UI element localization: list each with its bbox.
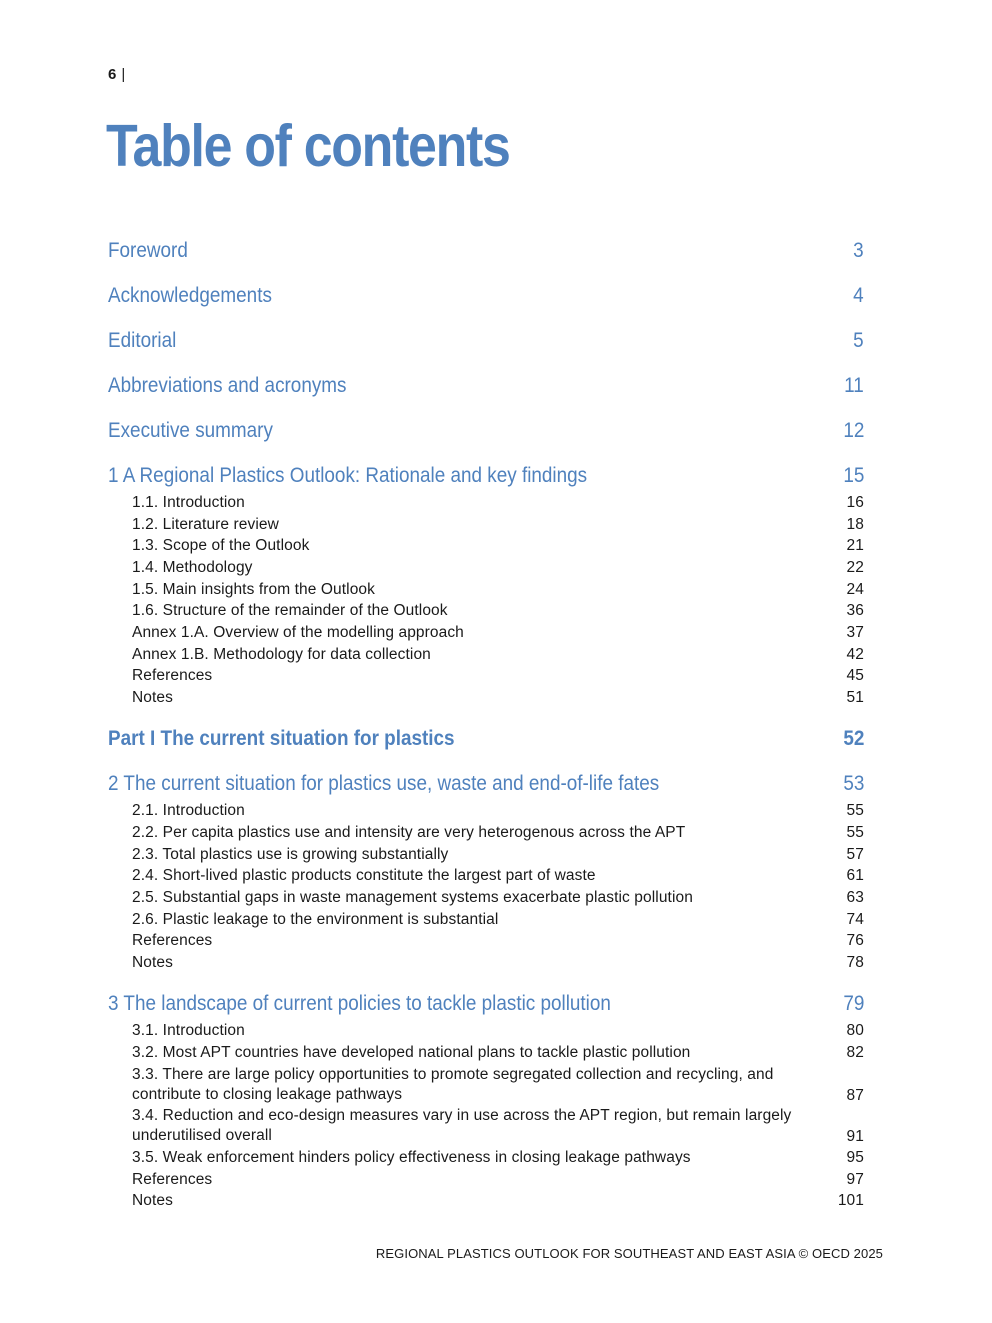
toc-page: 18 [846, 516, 864, 533]
toc-page: 45 [846, 667, 864, 684]
toc-label: 3.3. There are large policy opportunities to promote segregated collection and recycling, and contribute to closing leakage pathways [132, 1066, 774, 1103]
toc-subentry[interactable] [132, 911, 864, 929]
toc-label: 2.1. Introduction [132, 802, 245, 819]
toc-subentry[interactable] [132, 954, 864, 972]
toc-page: 101 [837, 1192, 864, 1209]
toc-page: 37 [846, 624, 864, 641]
toc-subentry[interactable] [132, 824, 864, 842]
toc-label: References [132, 667, 213, 684]
toc-page: 63 [846, 889, 864, 906]
toc-subentry[interactable] [132, 559, 864, 577]
toc-entry-editorial[interactable] [108, 329, 864, 355]
toc-label: 2.2. Per capita plastics use and intensity are very heterogenous across the APT [132, 824, 686, 841]
toc-entry-chapter-2[interactable] [108, 772, 864, 798]
toc-label: 1.4. Methodology [132, 559, 253, 576]
toc-subentry[interactable] [132, 889, 864, 907]
toc-subentry[interactable] [132, 1044, 864, 1062]
toc-entry-chapter-3[interactable] [108, 992, 864, 1018]
toc-subentry[interactable] [132, 689, 864, 707]
page-number: 6 [108, 66, 117, 83]
toc-page: 79 [842, 992, 864, 1015]
toc-page: 4 [853, 284, 864, 307]
toc-page: 55 [846, 802, 864, 819]
toc-page: 53 [842, 772, 864, 795]
toc-entry-part-1[interactable] [108, 727, 864, 753]
toc-label: 1.1. Introduction [132, 494, 245, 511]
toc-label: Notes [132, 689, 173, 706]
toc-subentry[interactable] [132, 1192, 864, 1210]
toc-label: Part I The current situation for plastics [108, 727, 455, 750]
toc-page: 80 [846, 1022, 864, 1039]
toc-label: 2.3. Total plastics use is growing substantially [132, 846, 449, 863]
toc-subentry[interactable] [132, 846, 864, 864]
toc-label: 2.5. Substantial gaps in waste management systems exacerbate plastic pollution [132, 889, 693, 906]
toc-subentry[interactable] [132, 667, 864, 685]
toc-label: Acknowledgements [108, 284, 272, 307]
toc-page: 12 [842, 419, 864, 442]
toc-page: 3 [853, 239, 864, 262]
toc-label: Editorial [108, 329, 177, 352]
toc-entry-acknowledgements[interactable] [108, 284, 864, 310]
toc-page: 21 [846, 537, 864, 554]
toc-page: 22 [846, 559, 864, 576]
toc-subentry[interactable] [132, 494, 864, 512]
toc-page: 42 [846, 646, 864, 663]
toc-label: 3 The landscape of current policies to tackle plastic pollution [108, 992, 611, 1015]
toc-page: 5 [853, 329, 864, 352]
toc-entry-executive-summary[interactable] [108, 419, 864, 445]
toc-label: 3.2. Most APT countries have developed national plans to tackle plastic pollution [132, 1044, 691, 1061]
page-footer: REGIONAL PLASTICS OUTLOOK FOR SOUTHEAST AND EAST ASIA © OECD 2025 [375, 1246, 883, 1261]
toc-label: 3.4. Reduction and eco-design measures vary in use across the APT region, but remain largely underutilised overall [132, 1107, 792, 1144]
toc-entry-abbreviations[interactable] [108, 374, 864, 400]
toc-label: Annex 1.A. Overview of the modelling approach [132, 624, 464, 641]
toc-label: Foreword [108, 239, 188, 262]
header-separator: | [121, 66, 126, 83]
toc-page: 97 [846, 1171, 864, 1188]
toc-page: 82 [846, 1044, 864, 1061]
toc-subentry[interactable] [132, 1065, 864, 1105]
toc-page: 95 [846, 1149, 864, 1166]
toc-label: 2.6. Plastic leakage to the environment is substantial [132, 911, 499, 928]
toc-label: Abbreviations and acronyms [108, 374, 347, 397]
toc-subentry[interactable] [132, 537, 864, 555]
toc-page: 78 [846, 954, 864, 971]
toc-page: 51 [846, 689, 864, 706]
toc-label: 2 The current situation for plastics use, waste and end-of-life fates [108, 772, 660, 795]
toc-subentry[interactable] [132, 581, 864, 599]
toc-page: 52 [842, 727, 864, 750]
toc-page: 55 [846, 824, 864, 841]
toc-page: 76 [846, 932, 864, 949]
toc-page: 91 [846, 1128, 864, 1145]
page-title: Table of contents [106, 113, 510, 179]
toc-label: 3.1. Introduction [132, 1022, 245, 1039]
toc-label: Annex 1.B. Methodology for data collection [132, 646, 431, 663]
toc-subentry[interactable] [132, 624, 864, 642]
toc-label: 2.4. Short-lived plastic products constitute the largest part of waste [132, 867, 596, 884]
toc-label: 1.5. Main insights from the Outlook [132, 581, 376, 598]
toc-entry-chapter-1[interactable] [108, 464, 864, 490]
toc-entry-foreword[interactable] [108, 239, 864, 265]
toc-subentry[interactable] [132, 1022, 864, 1040]
toc-label: 1.6. Structure of the remainder of the Outlook [132, 602, 448, 619]
toc-label: 1.2. Literature review [132, 516, 279, 533]
toc-label: 1 A Regional Plastics Outlook: Rationale and key findings [108, 464, 588, 487]
toc-subentry[interactable] [132, 867, 864, 885]
toc-page: 24 [846, 581, 864, 598]
toc-subentry[interactable] [132, 1149, 864, 1167]
toc-label: Notes [132, 954, 173, 971]
toc-subentry[interactable] [132, 1171, 864, 1189]
page-header [108, 66, 125, 83]
toc-page: 36 [846, 602, 864, 619]
toc-page: 87 [846, 1087, 864, 1104]
toc-subentry[interactable] [132, 932, 864, 950]
toc-page: 57 [846, 846, 864, 863]
toc-page: 15 [842, 464, 864, 487]
toc-label: References [132, 1171, 213, 1188]
toc-subentry[interactable] [132, 602, 864, 620]
toc-subentry[interactable] [132, 516, 864, 534]
toc-label: Notes [132, 1192, 173, 1209]
toc-subentry[interactable] [132, 646, 864, 664]
toc-label: 3.5. Weak enforcement hinders policy effectiveness in closing leakage pathways [132, 1149, 691, 1166]
toc-label: 1.3. Scope of the Outlook [132, 537, 310, 554]
toc-page: 16 [846, 494, 864, 511]
toc-page: 61 [846, 867, 864, 884]
toc-subentry[interactable] [132, 802, 864, 820]
toc-page: 74 [846, 911, 864, 928]
toc-page: 11 [844, 374, 864, 397]
toc-label: Executive summary [108, 419, 273, 442]
toc-label: References [132, 932, 213, 949]
toc-subentry[interactable] [132, 1106, 864, 1146]
